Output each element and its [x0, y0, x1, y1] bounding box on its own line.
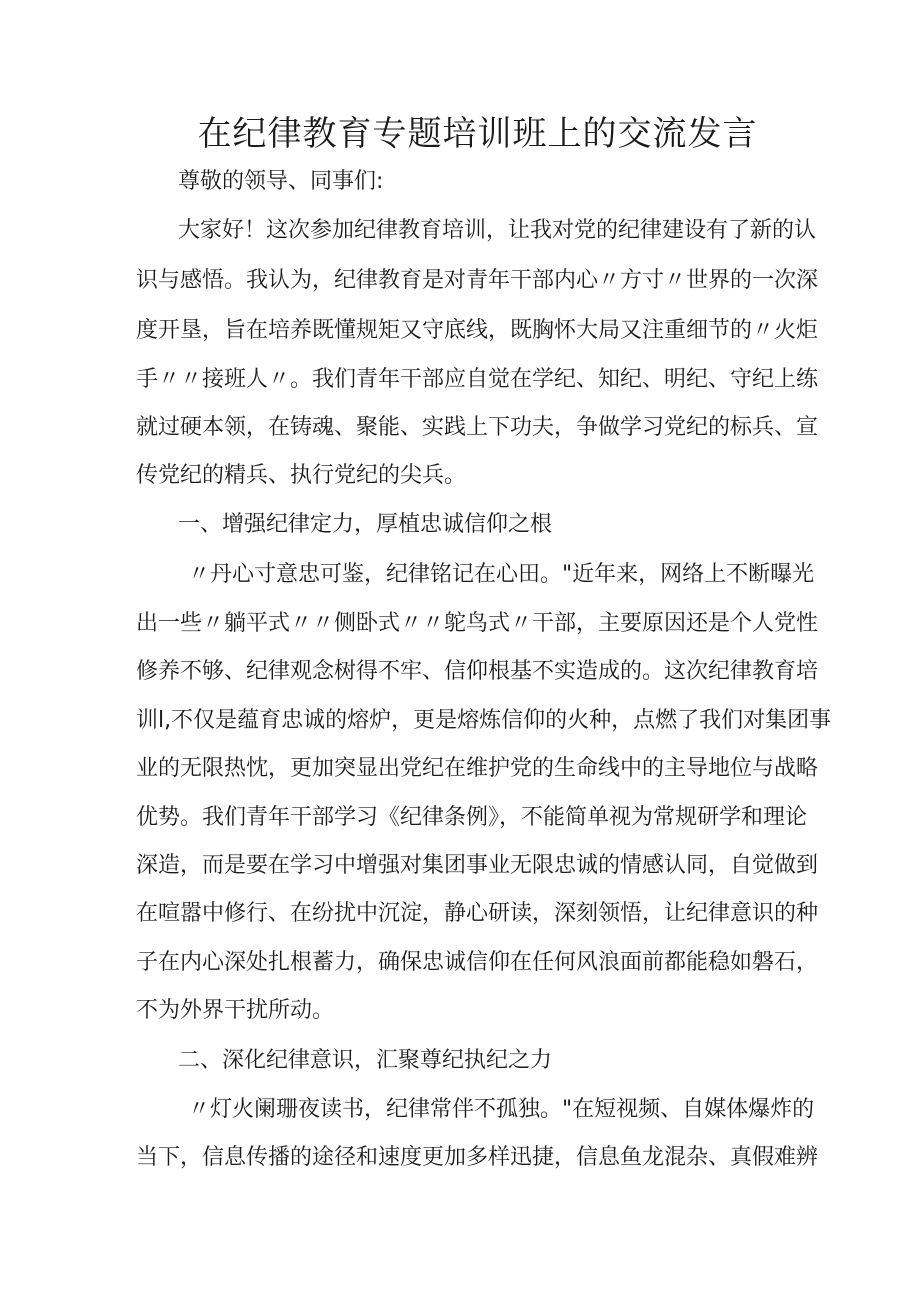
paragraph-2-line: 深造，而是要在学习中增强对集团事业无限忠诚的情感认同，自觉做到 [136, 853, 819, 878]
document-title: 在纪律教育专题培训班上的交流发言 [197, 114, 758, 154]
paragraph-2-line: 不为外界干扰所动。 [136, 998, 335, 1023]
paragraph-1-line: 传党纪的精兵、执行党纪的尖兵。 [136, 463, 467, 488]
paragraph-2-line: 业的无限热忱，更加突显出党纪在维护党的生命线中的主导地位与战略 [136, 756, 819, 781]
paragraph-1-line: 手〃〃接班人〃。我们青年干部应自觉在学纪、知纪、明纪、守纪上练 [136, 367, 819, 392]
paragraph-2-line: 在喧嚣中修行、在纷扰中沉淀，静心研读，深刻领悟，让纪律意识的种 [136, 901, 819, 926]
paragraph-2-line: 训l,不仅是蕴育忠诚的熔炉，更是熔炼信仰的火种，点燃了我们对集团事 [136, 708, 832, 733]
paragraph-2-line: 修养不够、纪律观念树得不牢、信仰根基不实造成的。这次纪律教育培 [136, 659, 819, 684]
section-heading-2: 二、深化纪律意识，汇聚尊纪执纪之力 [178, 1048, 553, 1073]
paragraph-1-line: 就过硬本领，在铸魂、聚能、实践上下功夫，争做学习党纪的标兵、宣 [136, 415, 819, 440]
paragraph-1-line: 识与感悟。我认为，纪律教育是对青年干部内心〃方寸〃世界的一次深 [136, 268, 819, 293]
paragraph-1-line: 大家好！这次参加纪律教育培训，让我对党的纪律建设有了新的认 [178, 218, 817, 243]
paragraph-2-line: 优势。我们青年干部学习《纪律条例》，不能简单视为常规研学和理论 [136, 805, 808, 830]
paragraph-3-line: 当下，信息传播的途径和速度更加多样迅捷，信息鱼龙混杂、真假难辨 [136, 1145, 819, 1170]
paragraph-1-line: 度开垦，旨在培养既懂规矩又守底线，既胸怀大局又注重细节的〃火炬 [136, 318, 819, 343]
paragraph-2-line: 子在内心深处扎根蓄力，确保忠诚信仰在任何风浪面前都能稳如磐石， [136, 950, 819, 975]
salutation: 尊敬的领导、同事们: [178, 169, 384, 194]
paragraph-3-line: 〃灯火阑珊夜读书，纪律常伴不孤独。"在短视频、自媒体爆炸的 [188, 1097, 815, 1122]
paragraph-2-line: 出一些〃躺平式〃〃侧卧式〃〃鸵鸟式〃干部，主要原因还是个人党性 [136, 611, 819, 636]
paragraph-2-line: 〃丹心寸意忠可鉴，纪律铭记在心田。"近年来，网络上不断曝光 [188, 562, 815, 587]
section-heading-1: 一、增强纪律定力，厚植忠诚信仰之根 [178, 512, 553, 537]
